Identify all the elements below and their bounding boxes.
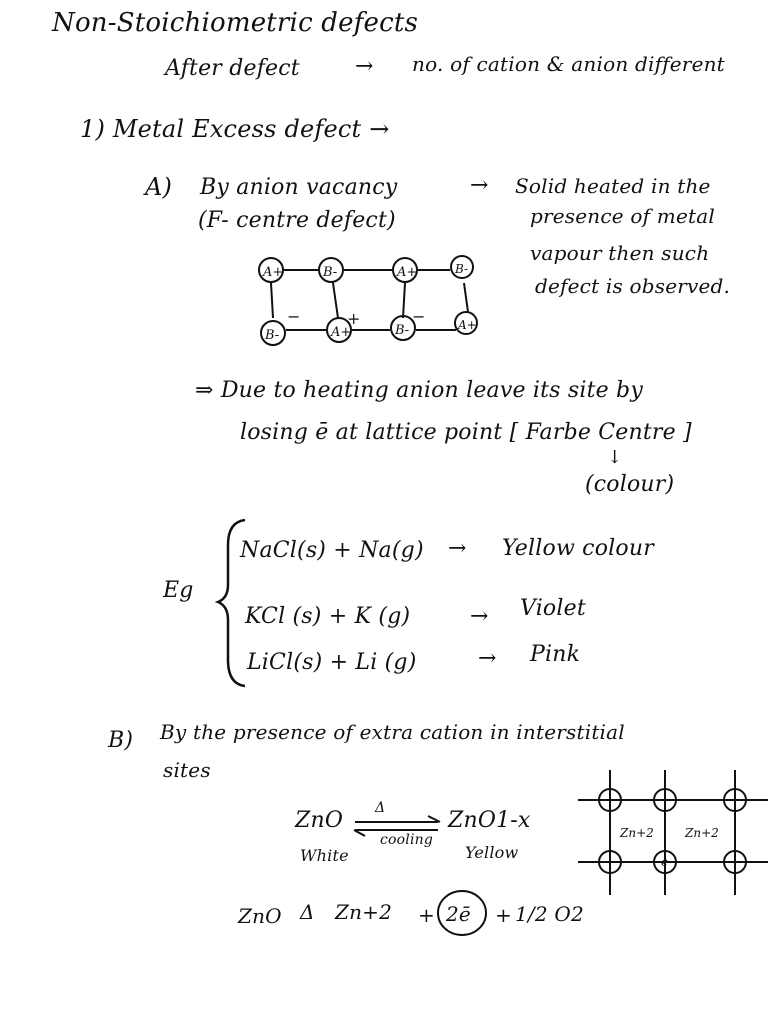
lattice-bottom-3: B- (395, 323, 410, 338)
lattice-bottom-4: A+ (458, 318, 477, 332)
note-line-3: vapour then such (530, 241, 710, 265)
subtitle-right: no. of cation & anion different (412, 52, 725, 76)
eq2-plus-2: + (495, 903, 512, 927)
grid-cation-1: Zn+2 (620, 826, 654, 840)
grid-electron: e (661, 855, 669, 869)
example-2-reaction: KCl (s) + K (g) (245, 604, 411, 629)
example-2-result: Violet (520, 596, 586, 621)
lattice-bottom-1: B- (265, 328, 280, 343)
part-a-line1-arrow: → (470, 173, 489, 198)
eq1-right-sub: Yellow (465, 843, 519, 862)
subtitle-arrow: → (355, 54, 374, 79)
lattice-top-3: A+ (397, 265, 418, 280)
due-line-1: ⇒ Due to heating anion leave its site by (195, 378, 643, 403)
eq1-bottom-arrow-label: cooling (380, 832, 434, 848)
grid-cation-2: Zn+2 (685, 826, 719, 840)
example-1-result: Yellow colour (502, 536, 654, 561)
example-3-arrow: → (478, 646, 497, 671)
lattice-top-1: A+ (263, 265, 284, 280)
page-title: Non-Stoichiometric defects (52, 8, 419, 38)
eq2-plus-1: + (418, 903, 435, 927)
example-2-arrow: → (470, 604, 489, 629)
note-line-2: presence of metal (530, 204, 715, 228)
lattice-bottom-2: A+ (331, 325, 352, 340)
eq1-top-arrow-label: Δ (375, 800, 386, 816)
due-colour: (colour) (585, 472, 675, 497)
eq2-arrow: Δ (300, 900, 315, 924)
part-a-line2: (F- centre defect) (198, 208, 396, 233)
example-1-arrow: → (448, 536, 467, 561)
example-3-reaction: LiCl(s) + Li (g) (247, 650, 417, 675)
eq1-left: ZnO (295, 808, 344, 833)
lattice-top-4: B- (455, 262, 469, 276)
eq2-left: ZnO (238, 904, 282, 928)
section-heading: 1) Metal Excess defect → (80, 115, 390, 143)
lattice-charge-3: − (412, 307, 426, 326)
eq2-o2: 1/2 O2 (515, 902, 584, 926)
due-down-arrow: ↓ (607, 447, 623, 468)
part-a-marker: A) (145, 173, 173, 201)
part-b-line1: By the presence of extra cation in interstitial (160, 720, 625, 744)
lattice-charge-1: − (287, 307, 301, 326)
note-line-4: defect is observed. (535, 274, 731, 298)
part-a-line1: By anion vacancy (200, 175, 398, 200)
eq2-zn: Zn+2 (335, 900, 393, 924)
example-1-reaction: NaCl(s) + Na(g) (240, 538, 424, 563)
subtitle-left: After defect (165, 56, 300, 81)
lattice-charge-2: + (347, 309, 361, 328)
eq1-right: ZnO1-x (448, 808, 531, 833)
part-b-line2: sites (163, 758, 211, 782)
note-line-1: Solid heated in the (515, 174, 711, 198)
due-line-2: losing ē at lattice point [ Farbe Centre ] (240, 420, 692, 445)
eq2-electron: 2ē (446, 902, 471, 926)
example-3-result: Pink (530, 642, 581, 667)
part-b-marker: B) (108, 728, 134, 753)
lattice-top-2: B- (323, 265, 338, 280)
eq1-left-sub: White (300, 846, 349, 865)
examples-label: Eg (163, 578, 194, 603)
